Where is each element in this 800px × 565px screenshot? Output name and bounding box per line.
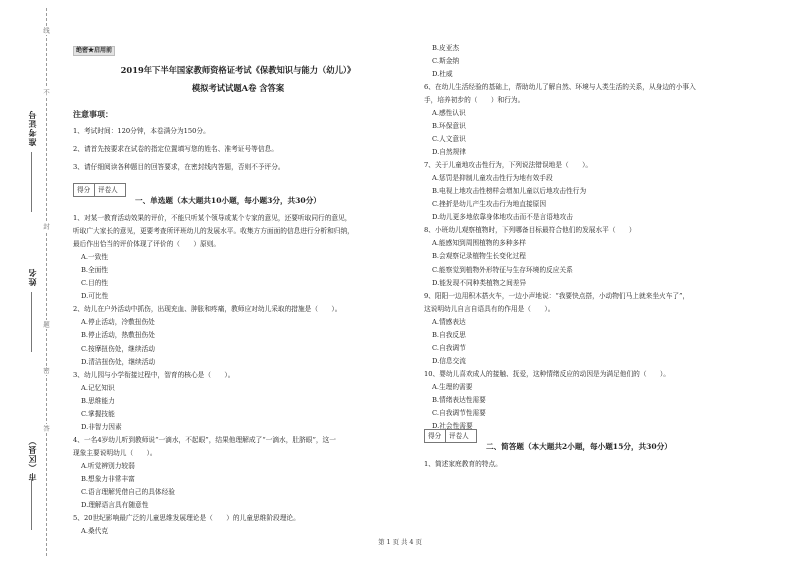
question-line: D.理解语言具有随意性 — [81, 501, 149, 510]
question-line: B.自我反思 — [432, 330, 466, 339]
question-line: C.按摩扭伤处，继续活动 — [81, 344, 155, 353]
score-cell: 得分 — [74, 184, 95, 196]
exam-subtitle: 模拟考试试题A卷 含答案 — [191, 83, 285, 93]
section-2-title: 二、简答题（本大题共2小题，每小题15分，共30分） — [486, 442, 672, 451]
question-line: A.停止活动，冷敷扭伤处 — [81, 318, 155, 327]
notice-item: 2、请首先按要求在试卷的指定位置填写您的姓名、准考证号等信息。 — [73, 145, 278, 153]
page-footer: 第 1 页 共 4 页 — [378, 538, 422, 546]
region-label: 市（区县） — [27, 436, 37, 481]
question-line: A.惩罚是抑制儿童攻击性行为地有效手段 — [432, 174, 553, 183]
cut-mark: 答 — [42, 425, 50, 432]
question-line: D.自然规律 — [432, 148, 466, 157]
section-1-title: 一、单选题（本大题共10小题，每小题3分，共30分） — [135, 196, 321, 205]
question-line: B.会观察记录植物生长变化过程 — [432, 252, 526, 261]
cut-mark: 封 — [42, 223, 50, 230]
cut-mark: 密 — [42, 367, 50, 374]
exam-number-blank — [31, 152, 32, 212]
question-line: B.全面性 — [81, 266, 109, 275]
question-line: A.桑代克 — [81, 527, 109, 536]
question-line: D.可比性 — [81, 292, 109, 301]
question-line: D.信息交流 — [432, 356, 466, 365]
score-box — [73, 183, 126, 197]
question-line: D.幼儿更多地依靠身体地攻击而不是言语地攻击 — [432, 213, 573, 222]
notice-item: 1、考试时间：120分钟，本卷满分为150分。 — [73, 127, 210, 135]
cut-mark: 不 — [42, 89, 50, 96]
question-line: 3、幼儿园与小学衔接过程中，智育的核心是（ ）。 — [73, 370, 235, 379]
grader-cell: 评卷人 — [98, 186, 118, 194]
question-line: A.记忆知识 — [81, 383, 115, 392]
question-line: C.斯金纳 — [432, 57, 460, 66]
exam-title: 2019年下半年国家教师资格证考试《保教知识与能力（幼儿）》 — [120, 65, 356, 75]
question-line: B.电视上地攻击性榜样会增加儿童以后地攻击性行为 — [432, 187, 587, 196]
confidential-badge: 绝密★启用前 — [73, 46, 115, 56]
question-line: A.一致性 — [81, 253, 109, 262]
cut-mark: 题 — [42, 321, 50, 328]
exam-number-label: 准考证号 — [27, 110, 37, 146]
question-line: 5、20世纪影响最广泛的儿童思维发展理论是（ ）的儿童思维阶段理论。 — [73, 514, 300, 523]
question-line: D.杜威 — [432, 70, 453, 79]
question-line: B.环保意识 — [432, 122, 466, 131]
question-line: 9、阳阳一边用积木搭火车，一边小声地说：“我要快点搭，小动物们马上就来坐火车了”， — [424, 291, 690, 300]
question-line: 10、婴幼儿喜欢成人的接触、抚爱，这种情绪反应的动因是为满足他们的（ ）。 — [424, 369, 670, 378]
question-line: B.思维能力 — [81, 396, 115, 405]
question-line: B.皮亚杰 — [432, 44, 460, 52]
question-line: D.社会性需要 — [432, 421, 473, 430]
question-line: 听取广大家长的意见，更要考查所评班幼儿的发展水平。收集方方面面的信息进行分析和归纳， — [73, 227, 354, 236]
question-line: A.能感知到周围植物的多种多样 — [432, 239, 526, 248]
grader-cell: 评卷人 — [449, 432, 469, 440]
question-line: A.感性认识 — [432, 109, 466, 118]
notice-item: 3、请仔细阅读各种题目的回答要求，在密封线内答题，否则不予评分。 — [73, 163, 285, 171]
score-box — [424, 429, 477, 443]
question-line: D.清洁扭伤处，继续活动 — [81, 357, 156, 366]
notice-heading: 注意事项： — [73, 109, 113, 119]
question-line: 手，培养初步的（ ）和行为。 — [424, 96, 525, 105]
question-line: 现象主要说明幼儿（ ）。 — [73, 448, 157, 457]
question-line: C.挫折是幼儿产生攻击行为地直接原因 — [432, 200, 547, 209]
question-line: 1、简述家庭教育的特点。 — [424, 460, 502, 468]
question-line: 4、一名4岁幼儿听到教师说“一滴水，不起眼”，结果他理解成了“一滴水，肚脐眼”，这一 — [73, 435, 336, 444]
question-line: 最后作出恰当的评价体现了评价的（ ）原则。 — [73, 240, 221, 249]
question-line: B.情绪表达性需要 — [432, 395, 486, 404]
question-line: 2、幼儿在户外活动中抓伤，出现充血、肿胀和疼痛，教师应对幼儿采取的措施是（ ）。 — [73, 305, 342, 314]
question-line: A.情感表达 — [432, 317, 466, 326]
question-line: B.停止活动，热敷扭伤处 — [81, 331, 155, 340]
question-line: 1、对某一教育活动效果的评价，不能只听某个领导或某个专家的意见，还要听取同行的意见， — [73, 214, 352, 222]
question-line: C.目的性 — [81, 279, 109, 288]
question-line: A.听觉辨别力较弱 — [81, 461, 135, 470]
question-line: C.自我调节性需要 — [432, 408, 486, 417]
region-blank — [31, 480, 32, 530]
question-line: 8、小班幼儿观察植物时，下列哪备目标最符合他们的发展水平（ ） — [424, 226, 636, 235]
question-line: C.人文意识 — [432, 135, 466, 144]
question-line: C.掌握技能 — [81, 409, 115, 418]
question-line: D.能发现不同种类植物之间差异 — [432, 278, 527, 287]
question-line: C.语言理解凭借自己的具体经验 — [81, 488, 175, 497]
question-line: C.自我调节 — [432, 343, 466, 352]
question-line: B.想象力非常丰富 — [81, 475, 135, 483]
name-blank — [31, 292, 32, 352]
question-line: 这说明幼儿自言自语具有的作用是（ ）。 — [424, 304, 555, 313]
question-line: C.能察觉到植物外形特征与生存环境的反应关系 — [432, 265, 573, 274]
binding-margin — [0, 0, 62, 565]
question-line: 7、关于儿童地攻击性行为，下列说法错误地是（ ）。 — [424, 161, 593, 170]
cut-mark: 线 — [42, 27, 50, 34]
question-line: D.非智力因素 — [81, 422, 122, 431]
question-line: A.生理的需要 — [432, 382, 473, 391]
name-label: 姓名 — [27, 268, 37, 286]
question-line: 6、在幼儿生活经验的基础上，帮助幼儿了解自然、环境与人类生活的关系，从身边的小事入 — [424, 83, 696, 92]
score-cell: 得分 — [425, 430, 446, 442]
